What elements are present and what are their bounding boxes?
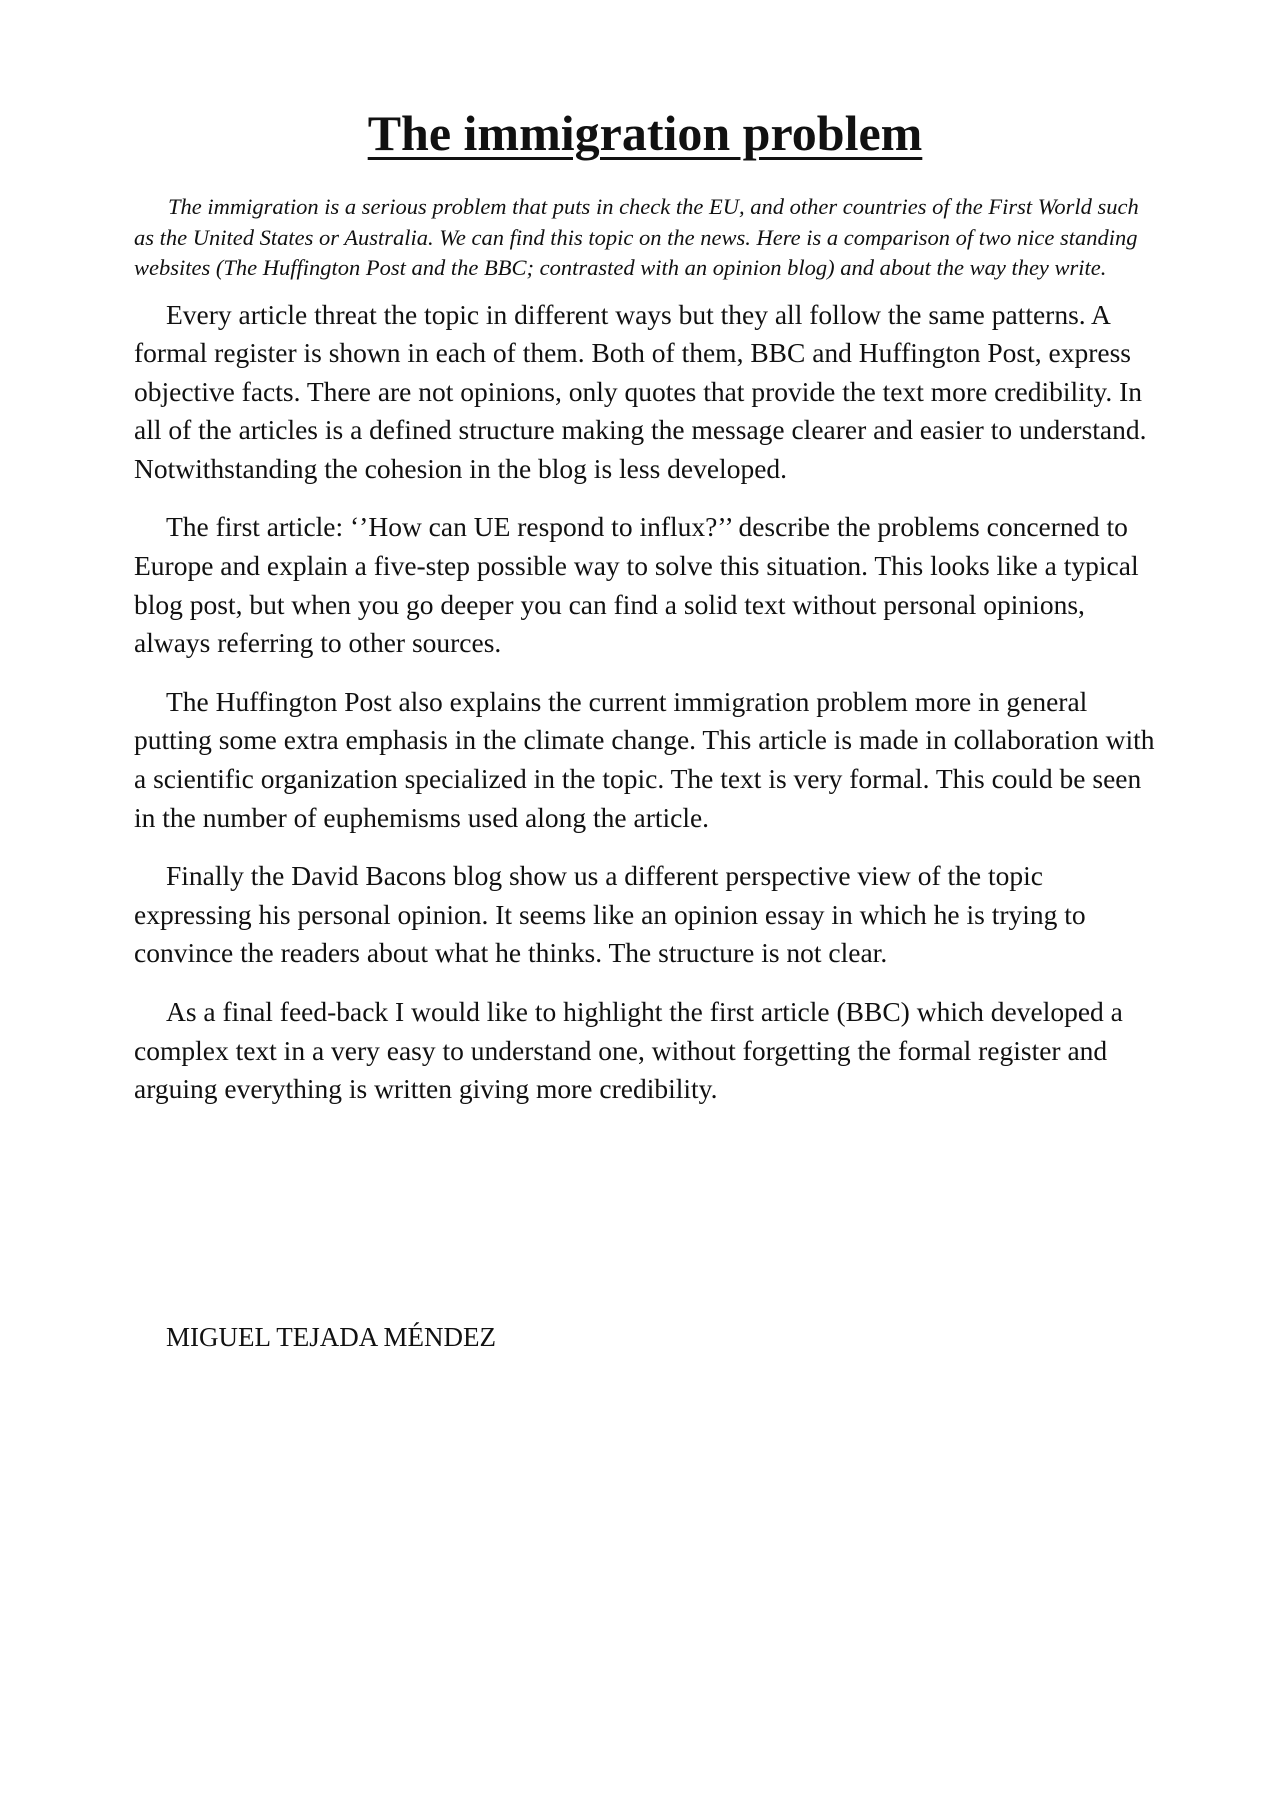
- intro-paragraph: The immigration is a serious problem that puts in check the EU, and other countries of the First World such as the United States or Australia. We can find this topic on the news. Here is a comparison of two nice standing websites (The Huffington Post and the BBC; contrasted with an opinion blog) and about the way they write.: [134, 194, 1139, 280]
- body-paragraph-1: Every article threat the topic in different ways but they all follow the same patterns. A formal register is shown in each of them. Both of them, BBC and Huffington Post, express objective facts. There are not opinions, only quotes that provide the text more credibility. In all of the articles is a defined structure making the message clearer and easier to understand. Notwithstanding the cohesion in the blog is less developed.: [134, 298, 1147, 484]
- body-paragraph-5: As a final feed-back I would like to highlight the first article (BBC) which developed a complex text in a very easy to understand one, without forgetting the formal register and arguing everything is written giving more credibility.: [134, 996, 1123, 1105]
- body-paragraph-2: The first article: ‘’How can UE respond to influx?’’ describe the problems concerned to Europe and explain a five-step possible way to solve this situation. This looks like a typical blog post, but when you go deeper you can find a solid text without personal opinions, always referring to other sources.: [134, 511, 1139, 659]
- author-signature: MIGUEL TEJADA MÉNDEZ: [166, 1322, 496, 1352]
- body-paragraph-3: The Huffington Post also explains the current immigration problem more in general putting some extra emphasis in the climate change. This article is made in collaboration with a scientific organization specialized in the topic. The text is very formal. This could be seen in the number of euphemisms used along the article.: [134, 685, 1155, 833]
- body-paragraph-4: Finally the David Bacons blog show us a different perspective view of the topic expressing his personal opinion. It seems like an opinion essay in which he is trying to convince the readers about what he thinks. The structure is not clear.: [134, 860, 1086, 969]
- document-title: The immigration problem: [367, 105, 923, 161]
